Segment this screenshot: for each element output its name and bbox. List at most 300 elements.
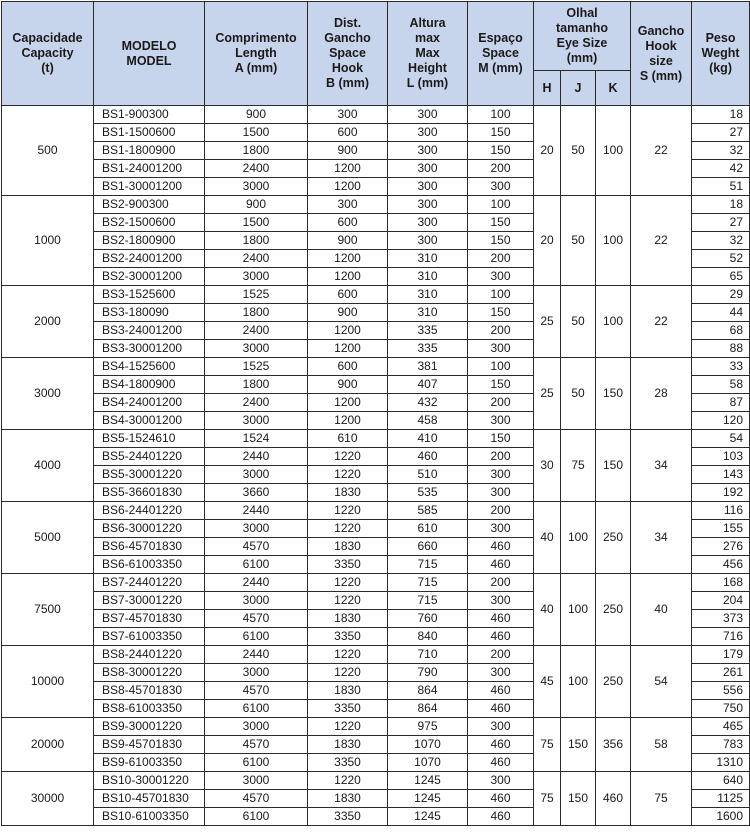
hook-space-cell: 1200 (308, 268, 388, 286)
eye-h-cell: 25 (534, 358, 561, 430)
hook-space-cell: 3350 (308, 700, 388, 718)
model-cell: BS5-36601830 (94, 484, 205, 502)
model-cell: BS4-30001200 (94, 412, 205, 430)
length-cell: 3000 (205, 340, 308, 358)
hook-space-cell: 1830 (308, 484, 388, 502)
space-cell: 460 (468, 682, 534, 700)
weight-cell: 204 (692, 592, 750, 610)
hook-space-cell: 600 (308, 214, 388, 232)
max-height-cell: 864 (388, 682, 468, 700)
model-cell: BS8-24401220 (94, 646, 205, 664)
eye-h-cell: 40 (534, 574, 561, 646)
length-cell: 6100 (205, 556, 308, 574)
hook-space-cell: 600 (308, 286, 388, 304)
space-cell: 100 (468, 358, 534, 376)
weight-cell: 640 (692, 772, 750, 790)
header-eye-size: Olhal tamanho Eye Size (mm) (534, 2, 631, 71)
length-cell: 6100 (205, 700, 308, 718)
table-row (2, 196, 750, 214)
length-cell: 1524 (205, 430, 308, 448)
header-hook-size: Gancho Hook size S (mm) (631, 2, 692, 106)
weight-cell: 27 (692, 124, 750, 142)
length-cell: 3000 (205, 268, 308, 286)
space-cell: 300 (468, 178, 534, 196)
length-cell: 1500 (205, 214, 308, 232)
space-cell: 200 (468, 448, 534, 466)
header-hook-space: Dist. Gancho Space Hook B (mm) (308, 2, 388, 106)
max-height-cell: 300 (388, 124, 468, 142)
space-cell: 460 (468, 556, 534, 574)
max-height-cell: 1245 (388, 790, 468, 808)
max-height-cell: 300 (388, 196, 468, 214)
weight-cell: 65 (692, 268, 750, 286)
length-cell: 1500 (205, 124, 308, 142)
max-height-cell: 510 (388, 466, 468, 484)
hook-space-cell: 1220 (308, 574, 388, 592)
weight-cell: 32 (692, 142, 750, 160)
weight-cell: 261 (692, 664, 750, 682)
length-cell: 3000 (205, 592, 308, 610)
length-cell: 3660 (205, 484, 308, 502)
max-height-cell: 715 (388, 592, 468, 610)
space-cell: 200 (468, 250, 534, 268)
model-cell: BS6-30001220 (94, 520, 205, 538)
space-cell: 460 (468, 754, 534, 772)
hook-space-cell: 1830 (308, 538, 388, 556)
weight-cell: 179 (692, 646, 750, 664)
max-height-cell: 460 (388, 448, 468, 466)
hook-space-cell: 1200 (308, 250, 388, 268)
hook-size-cell: 75 (631, 772, 692, 826)
length-cell: 2400 (205, 322, 308, 340)
space-cell: 300 (468, 466, 534, 484)
hook-size-cell: 22 (631, 196, 692, 286)
model-cell: BS1-24001200 (94, 160, 205, 178)
weight-cell: 1310 (692, 754, 750, 772)
hook-space-cell: 1220 (308, 664, 388, 682)
hook-space-cell: 1200 (308, 178, 388, 196)
hook-space-cell: 900 (308, 376, 388, 394)
weight-cell: 750 (692, 700, 750, 718)
space-cell: 200 (468, 502, 534, 520)
eye-k-cell: 150 (596, 430, 631, 502)
eye-h-cell: 45 (534, 646, 561, 718)
space-cell: 300 (468, 664, 534, 682)
weight-cell: 87 (692, 394, 750, 412)
model-cell: BS2-1500600 (94, 214, 205, 232)
header-eye-k: K (596, 71, 631, 106)
hook-space-cell: 3350 (308, 754, 388, 772)
model-cell: BS2-30001200 (94, 268, 205, 286)
space-cell: 460 (468, 700, 534, 718)
header-eye-h: H (534, 71, 561, 106)
model-cell: BS4-24001200 (94, 394, 205, 412)
length-cell: 3000 (205, 520, 308, 538)
hook-space-cell: 1200 (308, 412, 388, 430)
header-model: MODELO MODEL (94, 2, 205, 106)
weight-cell: 116 (692, 502, 750, 520)
model-cell: BS3-30001200 (94, 340, 205, 358)
weight-cell: 192 (692, 484, 750, 502)
hook-space-cell: 300 (308, 106, 388, 124)
space-cell: 200 (468, 322, 534, 340)
space-cell: 300 (468, 772, 534, 790)
table-row (2, 286, 750, 304)
max-height-cell: 610 (388, 520, 468, 538)
model-cell: BS10-45701830 (94, 790, 205, 808)
space-cell: 200 (468, 646, 534, 664)
hook-size-cell: 28 (631, 358, 692, 430)
space-cell: 150 (468, 142, 534, 160)
table-row (2, 646, 750, 664)
hook-space-cell: 1220 (308, 772, 388, 790)
eye-k-cell: 100 (596, 286, 631, 358)
length-cell: 900 (205, 196, 308, 214)
max-height-cell: 381 (388, 358, 468, 376)
capacity-cell: 10000 (2, 646, 94, 718)
eye-j-cell: 150 (561, 718, 596, 772)
model-cell: BS5-30001220 (94, 466, 205, 484)
space-cell: 460 (468, 610, 534, 628)
weight-cell: 465 (692, 718, 750, 736)
max-height-cell: 760 (388, 610, 468, 628)
max-height-cell: 1070 (388, 754, 468, 772)
space-cell: 200 (468, 160, 534, 178)
space-cell: 460 (468, 628, 534, 646)
max-height-cell: 410 (388, 430, 468, 448)
eye-h-cell: 25 (534, 286, 561, 358)
length-cell: 2440 (205, 502, 308, 520)
capacity-cell: 7500 (2, 574, 94, 646)
header-space: Espaço Space M (mm) (468, 2, 534, 106)
capacity-cell: 20000 (2, 718, 94, 772)
hook-space-cell: 1220 (308, 466, 388, 484)
hook-size-cell: 22 (631, 286, 692, 358)
max-height-cell: 300 (388, 106, 468, 124)
hook-space-cell: 1830 (308, 610, 388, 628)
length-cell: 900 (205, 106, 308, 124)
eye-h-cell: 40 (534, 502, 561, 574)
model-cell: BS10-30001220 (94, 772, 205, 790)
max-height-cell: 1245 (388, 772, 468, 790)
space-cell: 150 (468, 376, 534, 394)
max-height-cell: 300 (388, 160, 468, 178)
model-cell: BS7-30001220 (94, 592, 205, 610)
hook-space-cell: 3350 (308, 628, 388, 646)
eye-k-cell: 250 (596, 646, 631, 718)
hook-space-cell: 3350 (308, 556, 388, 574)
hook-space-cell: 900 (308, 304, 388, 322)
max-height-cell: 407 (388, 376, 468, 394)
length-cell: 1525 (205, 358, 308, 376)
eye-j-cell: 100 (561, 646, 596, 718)
capacity-cell: 4000 (2, 430, 94, 502)
max-height-cell: 335 (388, 340, 468, 358)
space-cell: 150 (468, 430, 534, 448)
hook-space-cell: 1220 (308, 646, 388, 664)
max-height-cell: 310 (388, 304, 468, 322)
hook-space-cell: 900 (308, 142, 388, 160)
eye-k-cell: 100 (596, 196, 631, 286)
hook-space-cell: 1830 (308, 682, 388, 700)
table-row (2, 718, 750, 736)
max-height-cell: 790 (388, 664, 468, 682)
model-cell: BS6-61003350 (94, 556, 205, 574)
length-cell: 6100 (205, 754, 308, 772)
eye-k-cell: 150 (596, 358, 631, 430)
weight-cell: 120 (692, 412, 750, 430)
hook-space-cell: 900 (308, 232, 388, 250)
max-height-cell: 710 (388, 646, 468, 664)
eye-j-cell: 150 (561, 772, 596, 826)
length-cell: 4570 (205, 790, 308, 808)
model-cell: BS1-1500600 (94, 124, 205, 142)
eye-j-cell: 50 (561, 106, 596, 196)
max-height-cell: 1245 (388, 808, 468, 826)
length-cell: 2400 (205, 394, 308, 412)
eye-j-cell: 50 (561, 196, 596, 286)
weight-cell: 68 (692, 322, 750, 340)
capacity-cell: 30000 (2, 772, 94, 826)
hook-space-cell: 3350 (308, 808, 388, 826)
weight-cell: 155 (692, 520, 750, 538)
max-height-cell: 660 (388, 538, 468, 556)
space-cell: 100 (468, 106, 534, 124)
weight-cell: 1600 (692, 808, 750, 826)
weight-cell: 456 (692, 556, 750, 574)
table-row (2, 358, 750, 376)
weight-cell: 1125 (692, 790, 750, 808)
model-cell: BS9-30001220 (94, 718, 205, 736)
hook-space-cell: 1200 (308, 322, 388, 340)
space-cell: 150 (468, 304, 534, 322)
model-cell: BS6-24401220 (94, 502, 205, 520)
length-cell: 3000 (205, 772, 308, 790)
eye-j-cell: 100 (561, 502, 596, 574)
space-cell: 150 (468, 214, 534, 232)
space-cell: 150 (468, 124, 534, 142)
model-cell: BS10-61003350 (94, 808, 205, 826)
weight-cell: 143 (692, 466, 750, 484)
space-cell: 300 (468, 340, 534, 358)
max-height-cell: 1070 (388, 736, 468, 754)
eye-j-cell: 75 (561, 430, 596, 502)
eye-k-cell: 460 (596, 772, 631, 826)
model-cell: BS1-30001200 (94, 178, 205, 196)
space-cell: 150 (468, 232, 534, 250)
header-eye-j: J (561, 71, 596, 106)
length-cell: 3000 (205, 466, 308, 484)
length-cell: 4570 (205, 736, 308, 754)
max-height-cell: 458 (388, 412, 468, 430)
capacity-cell: 3000 (2, 358, 94, 430)
capacity-cell: 1000 (2, 196, 94, 286)
eye-h-cell: 20 (534, 196, 561, 286)
max-height-cell: 300 (388, 142, 468, 160)
weight-cell: 168 (692, 574, 750, 592)
max-height-cell: 310 (388, 250, 468, 268)
weight-cell: 88 (692, 340, 750, 358)
hook-space-cell: 1200 (308, 160, 388, 178)
space-cell: 460 (468, 538, 534, 556)
space-cell: 100 (468, 286, 534, 304)
header-length: Comprimento Length A (mm) (205, 2, 308, 106)
hook-space-cell: 600 (308, 358, 388, 376)
max-height-cell: 715 (388, 556, 468, 574)
length-cell: 2400 (205, 160, 308, 178)
weight-cell: 276 (692, 538, 750, 556)
space-cell: 200 (468, 574, 534, 592)
model-cell: BS8-45701830 (94, 682, 205, 700)
model-cell: BS4-1525600 (94, 358, 205, 376)
hook-space-cell: 1830 (308, 790, 388, 808)
space-cell: 300 (468, 520, 534, 538)
table-row (2, 430, 750, 448)
hook-space-cell: 1220 (308, 502, 388, 520)
weight-cell: 58 (692, 376, 750, 394)
max-height-cell: 535 (388, 484, 468, 502)
weight-cell: 52 (692, 250, 750, 268)
weight-cell: 29 (692, 286, 750, 304)
spec-table-body (2, 106, 750, 826)
eye-h-cell: 75 (534, 772, 561, 826)
header-max-height: Altura max Max Height L (mm) (388, 2, 468, 106)
length-cell: 2400 (205, 250, 308, 268)
weight-cell: 556 (692, 682, 750, 700)
max-height-cell: 300 (388, 232, 468, 250)
max-height-cell: 300 (388, 214, 468, 232)
length-cell: 1800 (205, 232, 308, 250)
model-cell: BS2-1800900 (94, 232, 205, 250)
model-cell: BS7-24401220 (94, 574, 205, 592)
length-cell: 1525 (205, 286, 308, 304)
eye-k-cell: 356 (596, 718, 631, 772)
max-height-cell: 864 (388, 700, 468, 718)
model-cell: BS6-45701830 (94, 538, 205, 556)
model-cell: BS4-1800900 (94, 376, 205, 394)
model-cell: BS5-1524610 (94, 430, 205, 448)
space-cell: 200 (468, 394, 534, 412)
weight-cell: 51 (692, 178, 750, 196)
space-cell: 460 (468, 808, 534, 826)
eye-h-cell: 75 (534, 718, 561, 772)
eye-j-cell: 50 (561, 286, 596, 358)
weight-cell: 27 (692, 214, 750, 232)
capacity-cell: 5000 (2, 502, 94, 574)
model-cell: BS8-61003350 (94, 700, 205, 718)
max-height-cell: 300 (388, 178, 468, 196)
table-row (2, 502, 750, 520)
hook-space-cell: 1220 (308, 592, 388, 610)
length-cell: 4570 (205, 610, 308, 628)
model-cell: BS8-30001220 (94, 664, 205, 682)
max-height-cell: 432 (388, 394, 468, 412)
hook-size-cell: 34 (631, 430, 692, 502)
table-row (2, 106, 750, 124)
length-cell: 4570 (205, 682, 308, 700)
hook-space-cell: 1220 (308, 448, 388, 466)
length-cell: 2440 (205, 646, 308, 664)
max-height-cell: 310 (388, 268, 468, 286)
model-cell: BS7-45701830 (94, 610, 205, 628)
weight-cell: 783 (692, 736, 750, 754)
max-height-cell: 310 (388, 286, 468, 304)
eye-j-cell: 100 (561, 574, 596, 646)
hook-space-cell: 1220 (308, 718, 388, 736)
weight-cell: 373 (692, 610, 750, 628)
space-cell: 300 (468, 412, 534, 430)
space-cell: 300 (468, 268, 534, 286)
eye-h-cell: 20 (534, 106, 561, 196)
space-cell: 100 (468, 196, 534, 214)
length-cell: 6100 (205, 628, 308, 646)
table-row (2, 574, 750, 592)
length-cell: 3000 (205, 178, 308, 196)
model-cell: BS2-24001200 (94, 250, 205, 268)
weight-cell: 716 (692, 628, 750, 646)
hook-size-cell: 40 (631, 574, 692, 646)
weight-cell: 103 (692, 448, 750, 466)
length-cell: 3000 (205, 412, 308, 430)
hook-space-cell: 600 (308, 124, 388, 142)
model-cell: BS9-45701830 (94, 736, 205, 754)
weight-cell: 44 (692, 304, 750, 322)
eye-k-cell: 250 (596, 574, 631, 646)
weight-cell: 32 (692, 232, 750, 250)
hook-size-cell: 58 (631, 718, 692, 772)
space-cell: 460 (468, 736, 534, 754)
hook-size-cell: 22 (631, 106, 692, 196)
hook-space-cell: 1200 (308, 340, 388, 358)
model-cell: BS2-900300 (94, 196, 205, 214)
hook-space-cell: 1830 (308, 736, 388, 754)
model-cell: BS7-61003350 (94, 628, 205, 646)
weight-cell: 54 (692, 430, 750, 448)
max-height-cell: 975 (388, 718, 468, 736)
length-cell: 3000 (205, 718, 308, 736)
model-cell: BS5-24401220 (94, 448, 205, 466)
length-cell: 4570 (205, 538, 308, 556)
weight-cell: 33 (692, 358, 750, 376)
weight-cell: 18 (692, 106, 750, 124)
space-cell: 460 (468, 790, 534, 808)
model-cell: BS9-61003350 (94, 754, 205, 772)
weight-cell: 42 (692, 160, 750, 178)
hook-size-cell: 34 (631, 502, 692, 574)
hook-space-cell: 1200 (308, 394, 388, 412)
space-cell: 300 (468, 592, 534, 610)
max-height-cell: 335 (388, 322, 468, 340)
max-height-cell: 585 (388, 502, 468, 520)
model-cell: BS3-24001200 (94, 322, 205, 340)
eye-h-cell: 30 (534, 430, 561, 502)
length-cell: 1800 (205, 376, 308, 394)
table-row (2, 772, 750, 790)
max-height-cell: 715 (388, 574, 468, 592)
hook-space-cell: 300 (308, 196, 388, 214)
eye-k-cell: 100 (596, 106, 631, 196)
length-cell: 6100 (205, 808, 308, 826)
max-height-cell: 840 (388, 628, 468, 646)
eye-j-cell: 50 (561, 358, 596, 430)
length-cell: 3000 (205, 664, 308, 682)
space-cell: 300 (468, 484, 534, 502)
model-cell: BS3-180090 (94, 304, 205, 322)
hook-space-cell: 1220 (308, 520, 388, 538)
space-cell: 300 (468, 718, 534, 736)
spreader-beam-spec-table (1, 1, 750, 826)
model-cell: BS1-1800900 (94, 142, 205, 160)
